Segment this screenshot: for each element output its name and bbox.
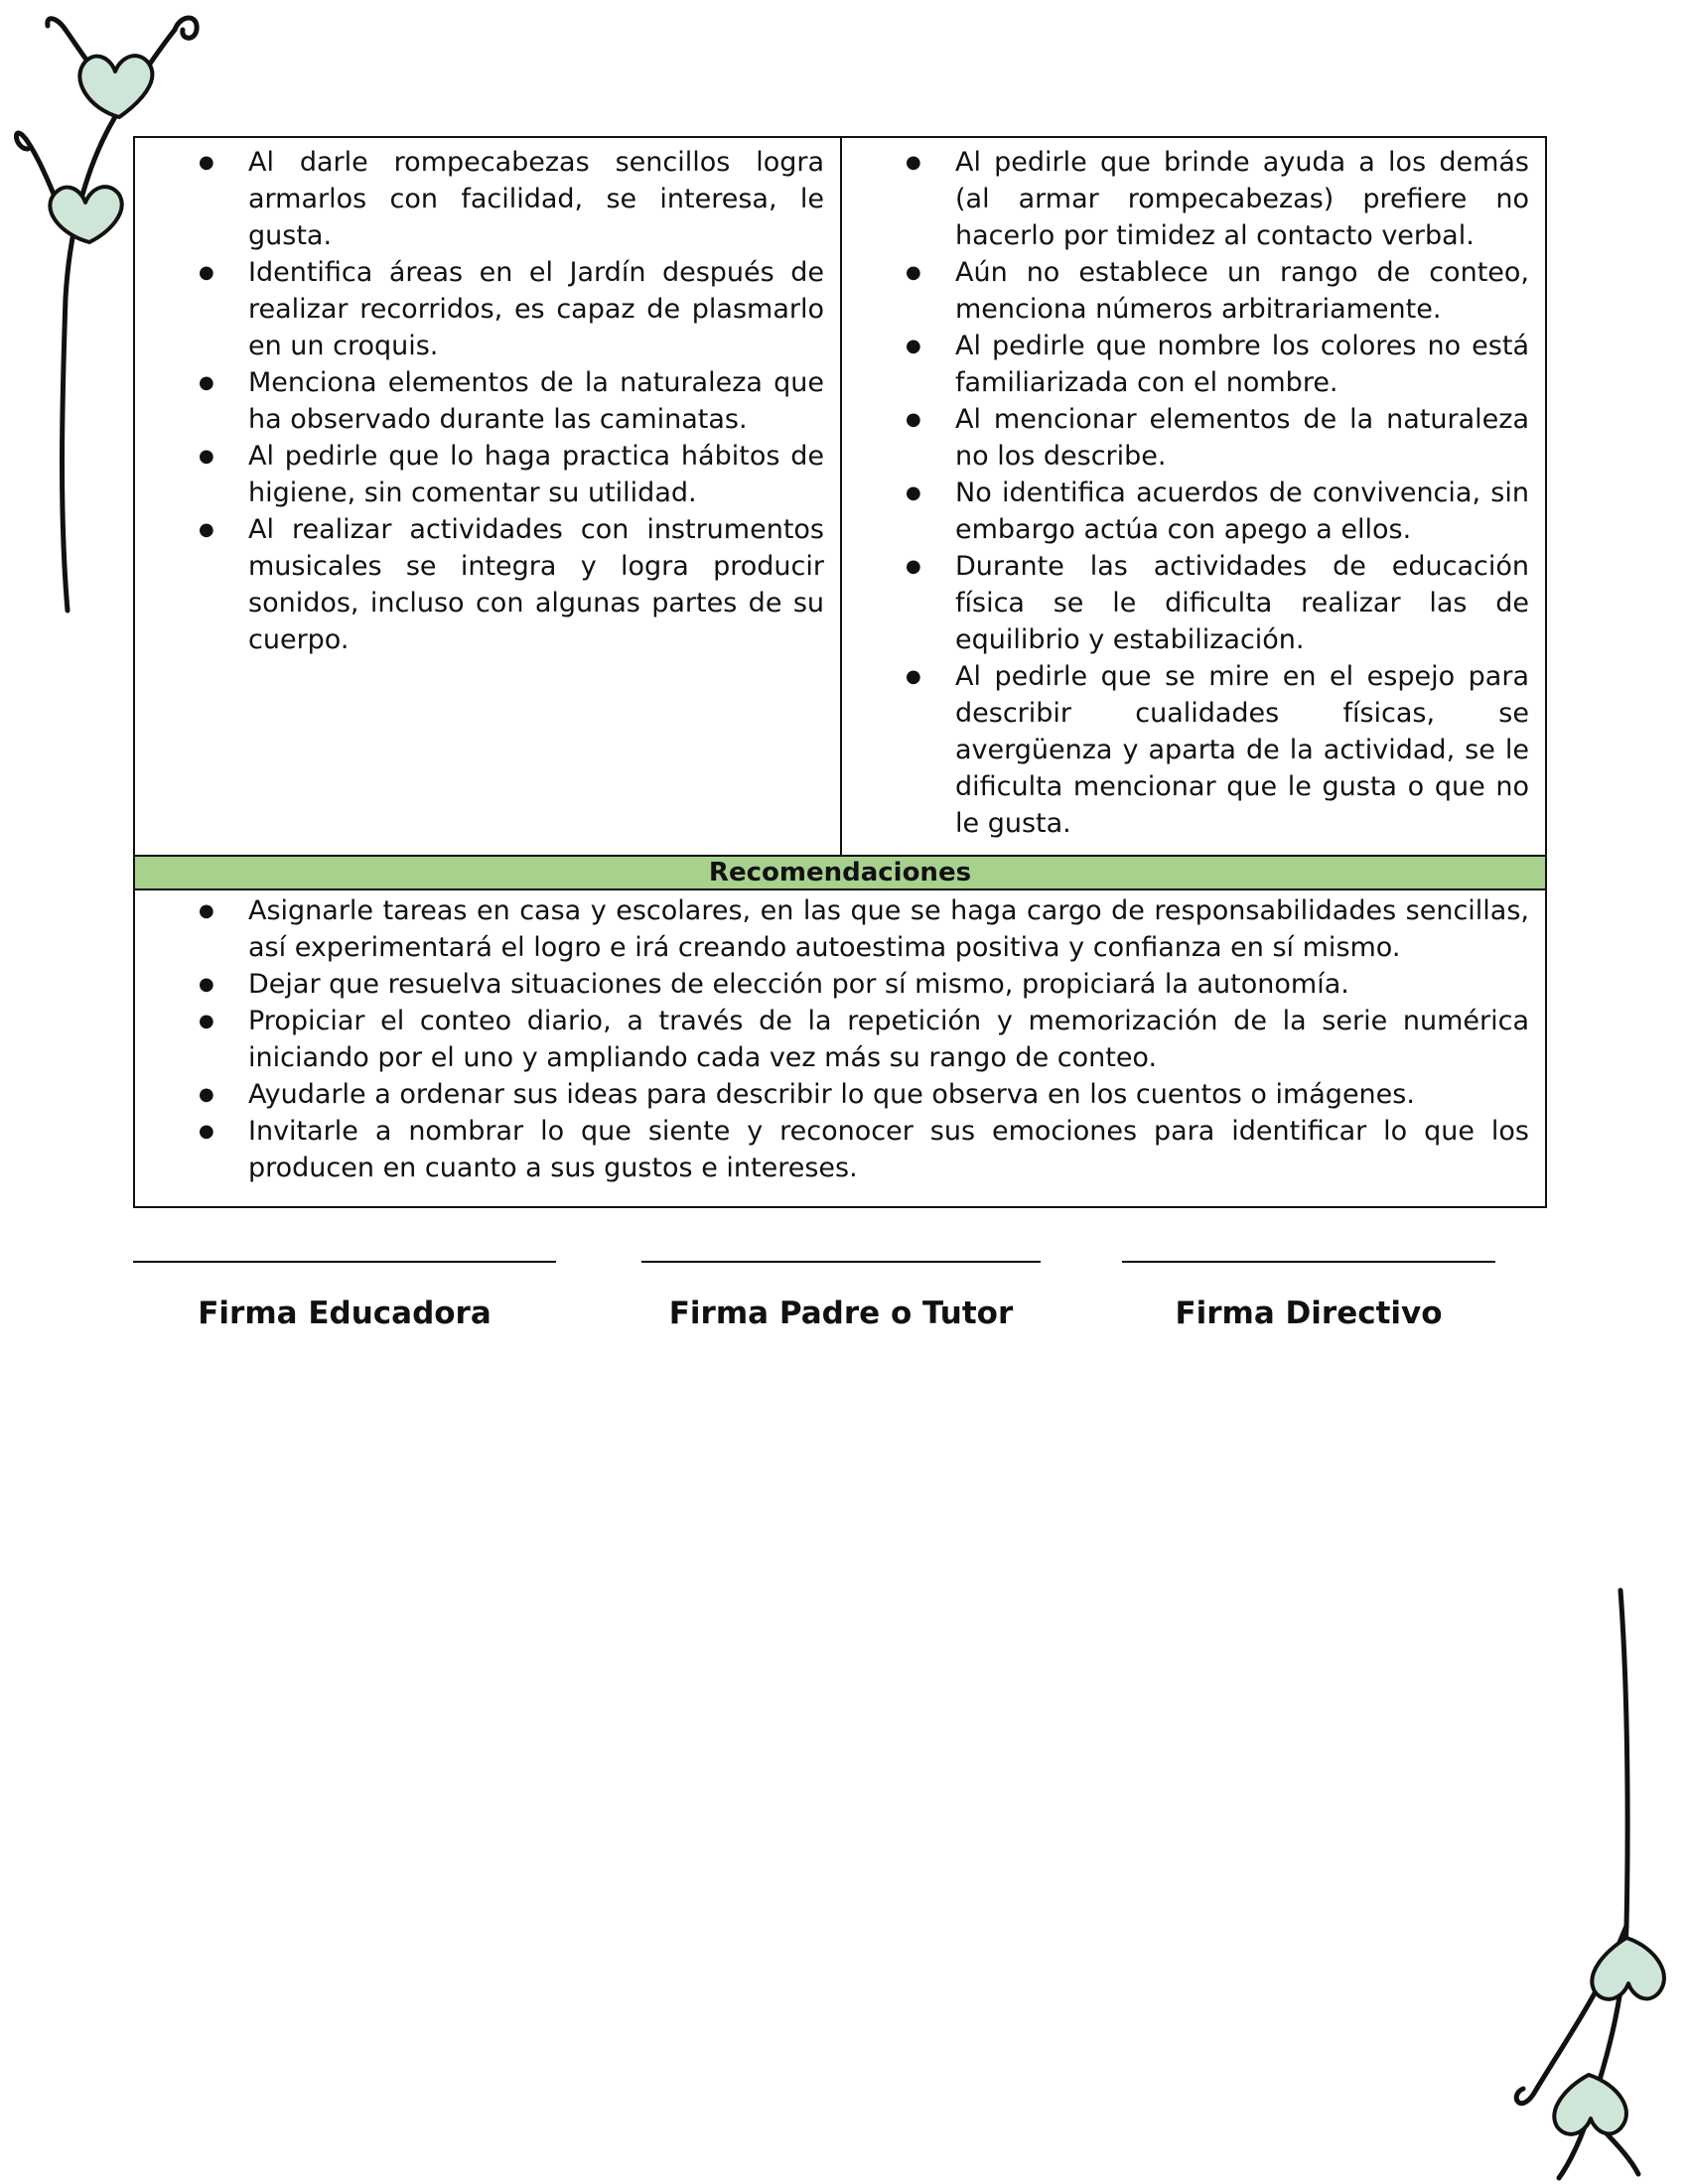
right-column-list bbox=[842, 144, 1529, 842]
bullet-icon: ● bbox=[906, 336, 921, 356]
signature-line-educadora bbox=[133, 1261, 556, 1263]
bullet-icon: ● bbox=[199, 1011, 214, 1031]
list-item: ● Al pedirle que nombre los colores no está familiarizada con el nombre. bbox=[842, 328, 1529, 401]
list-item: ● Al mencionar elementos de la naturaleza no los describe. bbox=[842, 401, 1529, 475]
signature-label-educadora: Firma Educadora bbox=[198, 1296, 492, 1331]
list-item: ● Al pedirle que brinde ayuda a los demás (al armar rompecabezas) prefiere no hacerlo por timidez al contacto verbal. bbox=[842, 144, 1529, 254]
recommendations-body bbox=[135, 890, 1545, 1206]
observations-columns bbox=[135, 138, 1545, 855]
list-item: ● Asignarle tareas en casa y escolares, en las que se haga cargo de responsabilidades sencillas, así experimentará el logro e irá creando autoestima positiva y confianza en sí mismo. bbox=[135, 892, 1529, 966]
bullet-icon: ● bbox=[906, 482, 921, 503]
bullet-icon: ● bbox=[199, 974, 214, 995]
right-column bbox=[840, 138, 1545, 855]
signature-label-directivo: Firma Directivo bbox=[1175, 1296, 1443, 1331]
bullet-icon: ● bbox=[906, 409, 921, 430]
list-item: ● Al pedirle que lo haga practica hábitos de higiene, sin comentar su utilidad. bbox=[135, 438, 824, 511]
bullet-icon: ● bbox=[199, 1084, 214, 1105]
signature-label-padre: Firma Padre o Tutor bbox=[668, 1296, 1014, 1331]
bullet-icon: ● bbox=[906, 262, 921, 283]
list-item: ● No identifica acuerdos de convivencia, sin embargo actúa con apego a ellos. bbox=[842, 475, 1529, 548]
recommendations-header: Recomendaciones bbox=[135, 855, 1545, 890]
vine-hearts-icon bbox=[1489, 1578, 1688, 2184]
bullet-icon: ● bbox=[906, 556, 921, 577]
list-item: ● Durante las actividades de educación física se le dificulta realizar las de equilibrio y estabilización. bbox=[842, 548, 1529, 658]
bullet-icon: ● bbox=[199, 519, 214, 540]
report-table bbox=[133, 136, 1547, 1208]
list-item: ● Dejar que resuelva situaciones de elección por sí mismo, propiciará la autonomía. bbox=[135, 966, 1529, 1003]
bullet-icon: ● bbox=[199, 152, 214, 173]
list-item: ● Al realizar actividades con instrumentos musicales se integra y logra producir sonidos, incluso con algunas partes de su cuerpo. bbox=[135, 511, 824, 658]
recommendations-list bbox=[135, 892, 1529, 1186]
bullet-icon: ● bbox=[199, 446, 214, 467]
list-item: ● Aún no establece un rango de conteo, menciona números arbitrariamente. bbox=[842, 254, 1529, 328]
list-item: ● Propiciar el conteo diario, a través de la repetición y memorización de la serie numérica iniciando por el uno y ampliando cada vez más su rango de conteo. bbox=[135, 1003, 1529, 1076]
list-item: ● Al darle rompecabezas sencillos logra armarlos con facilidad, se interesa, le gusta. bbox=[135, 144, 824, 254]
list-item: ● Menciona elementos de la naturaleza que ha observado durante las caminatas. bbox=[135, 364, 824, 438]
list-item: ● Ayudarle a ordenar sus ideas para describir lo que observa en los cuentos o imágenes. bbox=[135, 1076, 1529, 1113]
bullet-icon: ● bbox=[199, 1121, 214, 1142]
bullet-icon: ● bbox=[199, 262, 214, 283]
left-column bbox=[135, 138, 840, 855]
list-item: ● Identifica áreas en el Jardín después de realizar recorridos, es capaz de plasmarlo en un croquis. bbox=[135, 254, 824, 364]
left-column-list bbox=[135, 144, 824, 658]
signature-line-padre bbox=[641, 1261, 1041, 1263]
signature-line-directivo bbox=[1122, 1261, 1495, 1263]
list-item: ● Invitarle a nombrar lo que siente y reconocer sus emociones para identificar lo que los producen en cuanto a sus gustos e intereses. bbox=[135, 1113, 1529, 1186]
bullet-icon: ● bbox=[906, 666, 921, 687]
list-item: ● Al pedirle que se mire en el espejo para describir cualidades físicas, se avergüenza y aparta de la actividad, se le dificulta mencionar que le gusta o que no le gusta. bbox=[842, 658, 1529, 842]
bullet-icon: ● bbox=[906, 152, 921, 173]
bullet-icon: ● bbox=[199, 900, 214, 921]
bullet-icon: ● bbox=[199, 372, 214, 393]
